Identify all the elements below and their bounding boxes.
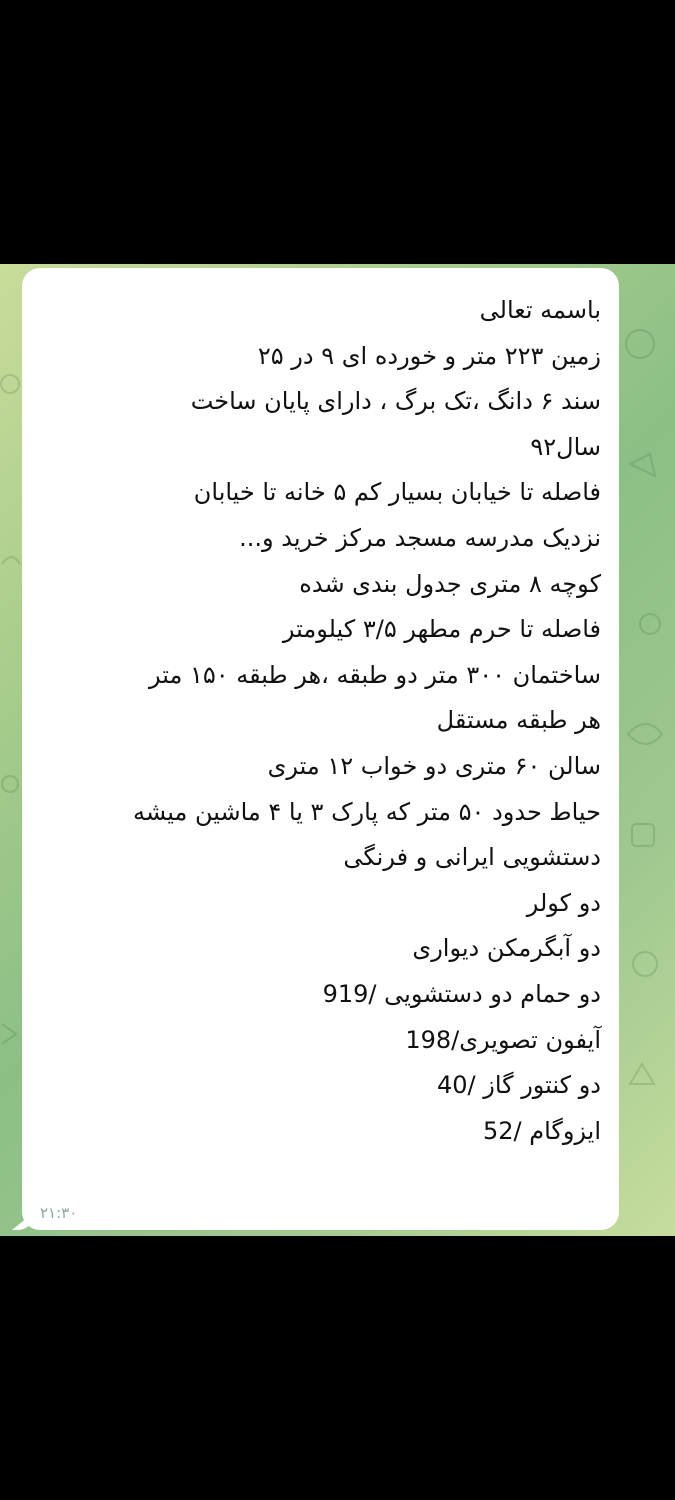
message-line: فاصله تا خیابان بسیار کم ۵ خانه تا خیابان xyxy=(193,478,601,507)
message-line: سند ۶ دانگ ،تک برگ ، دارای پایان ساخت xyxy=(190,387,601,416)
message-line: زمین ۲۲۳ متر و خورده ای ۹ در ۲۵ xyxy=(257,341,601,370)
chat-area[interactable] xyxy=(0,264,675,1236)
message-line: دو حمام دو دستشویی /919 xyxy=(322,979,601,1008)
message-line: آیفون تصویری/198 xyxy=(405,1025,601,1054)
message-line: دو کولر xyxy=(526,888,601,917)
message-bubble[interactable] xyxy=(22,268,619,1230)
message-line: فاصله تا حرم مطهر ۳/۵ کیلومتر xyxy=(282,615,601,644)
message-line: ایزوگام /52 xyxy=(482,1116,601,1145)
message-line: هر طبقه مستقل xyxy=(436,706,601,735)
message-timestamp: ۲۱:۳۰ xyxy=(40,1204,78,1222)
message-line: دو کنتور گاز /40 xyxy=(436,1071,601,1100)
message-line: باسمه تعالی xyxy=(479,296,601,324)
message-line: ساختمان ۳۰۰ متر دو طبقه ،هر طبقه ۱۵۰ متر xyxy=(148,660,601,689)
message-text xyxy=(36,288,601,1154)
message-line: دستشویی ایرانی و فرنگی xyxy=(343,843,601,872)
message-line: کوچه ۸ متری جدول بندی شده xyxy=(299,569,601,598)
message-line: نزدیک مدرسه مسجد مرکز خرید و... xyxy=(239,523,601,552)
message-line: دو آبگرمکن دیواری xyxy=(412,934,601,963)
message-line: حیاط حدود ۵۰ متر که پارک ۳ یا ۴ ماشین میشه xyxy=(132,797,601,826)
message-line: سال۹۲ xyxy=(530,432,601,461)
message-line: سالن ۶۰ متری دو خواب ۱۲ متری xyxy=(267,751,601,780)
